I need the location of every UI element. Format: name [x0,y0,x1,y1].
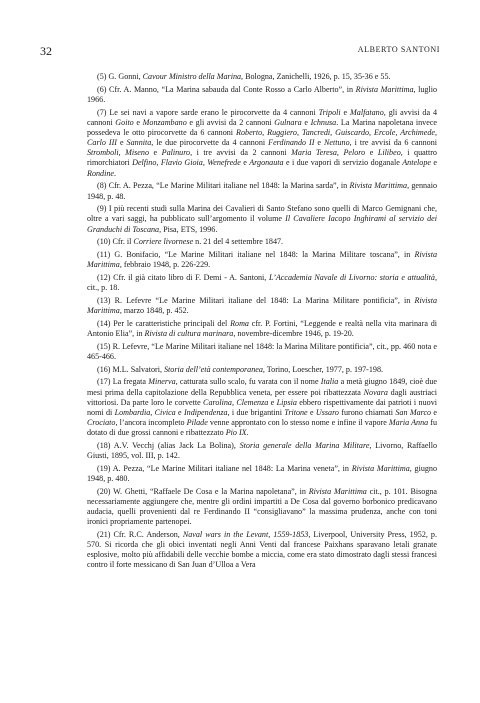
footnote [87,377,437,438]
footnote-text: (11) G. Bonifacio, “Le Marine Militari italiane nel 1848: la Marina Militare toscana”, in [97,250,415,260]
footnote-italic-text: Lilibeo [377,148,401,158]
footnote [87,530,437,571]
footnote [87,441,437,461]
footnote-text: (12) Cfr. il già citato libro di F. Demi - A. Santoni, [97,272,269,282]
footnote-italic-text: Storia dell’età contemporanea [164,364,263,374]
footnote-text: e [175,407,184,417]
footnote-text: , gennaio 1948, p. 48. [87,181,437,201]
footnote [87,464,437,484]
footnote-italic-text: Lombardia, Civica [114,407,176,417]
footnote-text: , Torino, Loescher, 1977, p. 197-198. [262,364,384,374]
footnote-text: , i due brigantini [227,407,285,417]
footnotes [87,72,437,573]
footnote-italic-text: Tritone [284,407,308,417]
footnote [87,85,437,105]
footnote-italic-text: Maria Teresa, Peloro [291,148,366,158]
footnote-text: cit., p. 101. Bisogna necessariamente aggiungere che, mentre gli ordini impartiti a De Cosa dal governo borbonico predicavano audacia, quelli provenienti dal re Ferdinando II “consigliavano” la massima prudenza, anche con toni ironici propriamente partenopei. [87,486,437,527]
footnote-text: (7) Le sei navi a vapore sarde erano le pirocorvette da 4 cannoni [97,107,319,117]
footnote [87,319,437,339]
footnote-italic-text: Naval wars in the Levant, 1559-1853 [182,529,309,539]
footnote [87,296,437,316]
page-number: 32 [40,44,52,58]
footnote-text: dagli austriaci vittoriosi. Da parte loro le corvette [87,387,437,407]
footnote-text: (14) Per le caratteristiche principali del [97,318,231,328]
footnote-text: , cit., p. 18. [87,272,437,293]
footnote-text: (13) R. Lefevre “Le Marine Militari italiane del 1848: La Marina Militare pontificia”, in [97,295,415,305]
footnote-italic-text: Crociato [87,417,116,427]
footnote-italic-text: Roberto, Ruggiero, Tancredi, Guiscardo, Ercole, Archimede, Carlo III [87,127,437,148]
footnote-text: (8) Cfr. A. Pezza, “Le Marine Militari italiane nel 1848: la Marina sarda”, in [97,181,350,191]
footnote-text: , i quattro rimorchiatori [87,148,437,168]
footnote-italic-text: Ichnusa [310,117,337,127]
footnote-text: , Liverpool, University Press, 1952, p. 570. Si ricorda che gli obici inventati negli Anni Venti dal francese Paixhans sparavano letali granate esplosive, molto più affidabili delle vecchie bombe a miccia, come era stato dimostrato dagli stessi francesi contro il forte messicano di San Juan d’Ulloa a Vera [87,529,437,570]
footnote [87,237,437,247]
footnote-italic-text: Rivista Marittima [349,181,408,191]
footnote-italic-text: Rivista di cultura marinara [144,328,234,338]
footnote-text: e [116,138,127,148]
footnote-text: e [307,407,316,417]
footnote-italic-text: Nettuno [324,138,350,148]
footnote-italic-text: Palinuro [161,148,191,158]
footnote-text: e i due vapori di servizio doganale [283,158,403,168]
footnote-text: , giugno 1948, p. 480. [87,463,438,483]
footnote-text: fu dotato di due grossi cannoni e ribattezzato [87,417,437,438]
footnote-text: e [268,397,277,407]
footnote-text: (16) M.L. Salvatori, [97,364,164,374]
footnote-italic-text: Maria Anna [388,417,429,427]
footnote-text: a metà giugno 1849, cioè due mesi prima della capitolazione della Repubblica veneta, per essere poi ribattezzata [87,377,437,397]
footnote-italic-text: Lipsia [276,397,297,407]
footnote [87,487,437,528]
footnote-text: , marzo 1848, p. 452. [119,306,189,316]
footnote-italic-text: Rivista Marittima [87,295,437,316]
footnote-italic-text: Il Cavaliere Iacopo Inghirami al servizio dei Granduchi di Toscana [87,214,437,234]
footnote-text: (15) R. Lefevre, “Le Marine Militari italiane nel 1848: la Marina Militare pontificia”, cit., pp. 460 nota e 465-466. [87,341,437,361]
footnote-italic-text: Monzambano [142,117,187,127]
footnote-text: e gli avvisi da 2 cannoni [186,117,275,127]
footnote-italic-text: Pilade [186,417,208,427]
footnote-text: venne approntato con lo stesso nome e infine il vapore [207,417,389,427]
footnote-text: e [340,107,351,117]
footnote-text: , i tre avvisi da 6 cannoni [349,138,438,148]
running-head: ALBERTO SANTONI [357,45,440,54]
footnote-text: , l’ancora incompleto [115,417,187,427]
footnote-italic-text: Rivista Marittima [308,486,367,496]
footnote-italic-text: Gulnara [274,117,302,127]
footnote-text: (10) Cfr. il [97,237,134,247]
footnote-italic-text: Argonauta [249,158,284,168]
footnote-text: cfr. P. Fortini, “Leggende e realtà nella vita marinara di Antonio Elia”, in [87,318,438,338]
footnote-italic-text: Rivista Marittima [351,463,410,473]
footnote-text: (18) A.V. Vecchj (alias Jack La Bolina), [97,440,240,450]
footnote-italic-text: Corriere livornese [133,237,194,247]
footnote [87,365,437,375]
footnote-italic-text: Sannita [126,138,152,148]
footnote [87,108,437,179]
footnote-italic-text: Roma [230,318,249,328]
page-header [40,44,440,58]
footnote-text: e [240,158,250,168]
footnote-italic-text: Novara [363,387,388,397]
footnote-text: , luglio 1966. [87,84,438,104]
footnote-italic-text: Delfino, Flavio Gioia, Wenefrede [132,158,241,168]
footnote-text: . La Marina napoletana invece possedeva le otto pirocorvette da 6 cannoni [87,117,438,137]
footnote-text: e [430,158,437,168]
footnote [87,250,437,270]
footnote-text: e [431,407,438,417]
footnote-text: , Bologna, Zanichelli, 1926, p. 15, 35-36 e 55. [241,72,391,81]
footnote-text: , i tre avvisi da 2 cannoni [190,148,292,158]
footnote [87,204,437,234]
footnote-text: , le due pirocorvette da 4 cannoni [151,138,269,148]
footnote-text: , Pisa, ETS, 1996. [159,224,218,234]
footnote-text: (19) A. Pezza, “Le Marine Militari italiane nel 1848: La Marina veneta”, in [97,463,352,473]
footnote-text: . [113,168,117,178]
footnote-text: (6) Cfr. A. Manno, “La Marina sabauda dal Conte Rosso a Carlo Alberto”, in [97,84,356,94]
footnote-italic-text: Malfatano [350,107,384,117]
footnote-italic-text: Rivista Marittima [355,84,414,94]
footnote-italic-text: Minerva [148,377,176,387]
footnote-text: (20) W. Ghetti, “Raffaele De Cosa e la Marina napoletana”, in [97,486,309,496]
footnote-italic-text: Ferdinando II [268,138,315,148]
footnote-text: (9) I più recenti studi sulla Marina dei Cavalieri di Santo Stefano sono quelli di Marco Gemignani che, oltre a vari saggi, ha pubblicato sull’argomento il volume [87,204,437,224]
footnote-italic-text: Indipendenza [183,407,228,417]
footnote-text: , febbraio 1948, p. 226-229. [119,260,211,270]
footnote-italic-text: Storia generale della Marina Militare [239,440,370,450]
footnote-text: , Livorno, Raffaello Giusti, 1895, vol. III, p. 142. [87,440,437,461]
footnote-text: e [133,117,143,127]
footnote-text: n. 21 del 4 settembre 1847. [193,237,284,247]
footnote-italic-text: Carolina, Clemenza [203,397,269,407]
footnote-italic-text: Rondine [87,168,114,178]
footnote-italic-text: Stromboli, Miseno [87,148,149,158]
footnote-text: e [301,117,311,127]
footnote-text: e [314,138,325,148]
footnote-italic-text: Pio IX [225,428,247,438]
footnote-text: , catturata sullo scalo, fu varata con il nome [175,377,321,387]
footnote-italic-text: Italia [320,377,339,387]
footnote [87,273,437,293]
footnote-italic-text: Antelope [402,158,431,168]
footnote-text: , gli avvisi da 4 cannoni [87,107,437,127]
footnote-text: e [365,148,378,158]
footnote [87,181,437,201]
footnote-text: e [149,148,162,158]
footnote-text: furono chiamati [338,407,396,417]
footnote-italic-text: San Marco [395,407,432,417]
footnote-italic-text: Goito [115,117,134,127]
footnote-text: (5) G. Gonni, [97,72,143,81]
footnote-text: (21) Cfr. R.C. Anderson, [97,529,183,539]
footnote-italic-text: Tripoli [318,107,341,117]
footnote-italic-text: Ussaro [315,407,339,417]
footnote-text: (17) La fregata [97,377,149,387]
footnote [87,72,437,82]
footnote [87,342,437,362]
footnote-italic-text: Cavour Ministro della Marina [142,72,242,81]
footnote-text: ebbero rispettivamente dai patrioti i nuovi nomi di [87,397,437,417]
footnote-text: , novembre-dicembre 1946, p. 19-20. [233,328,354,338]
footnote-text: . [246,428,249,438]
footnote-italic-text: L’Accademia Navale di Livorno: storia e attualità [268,272,435,282]
footnote-italic-text: Rivista Marittima [87,250,437,270]
